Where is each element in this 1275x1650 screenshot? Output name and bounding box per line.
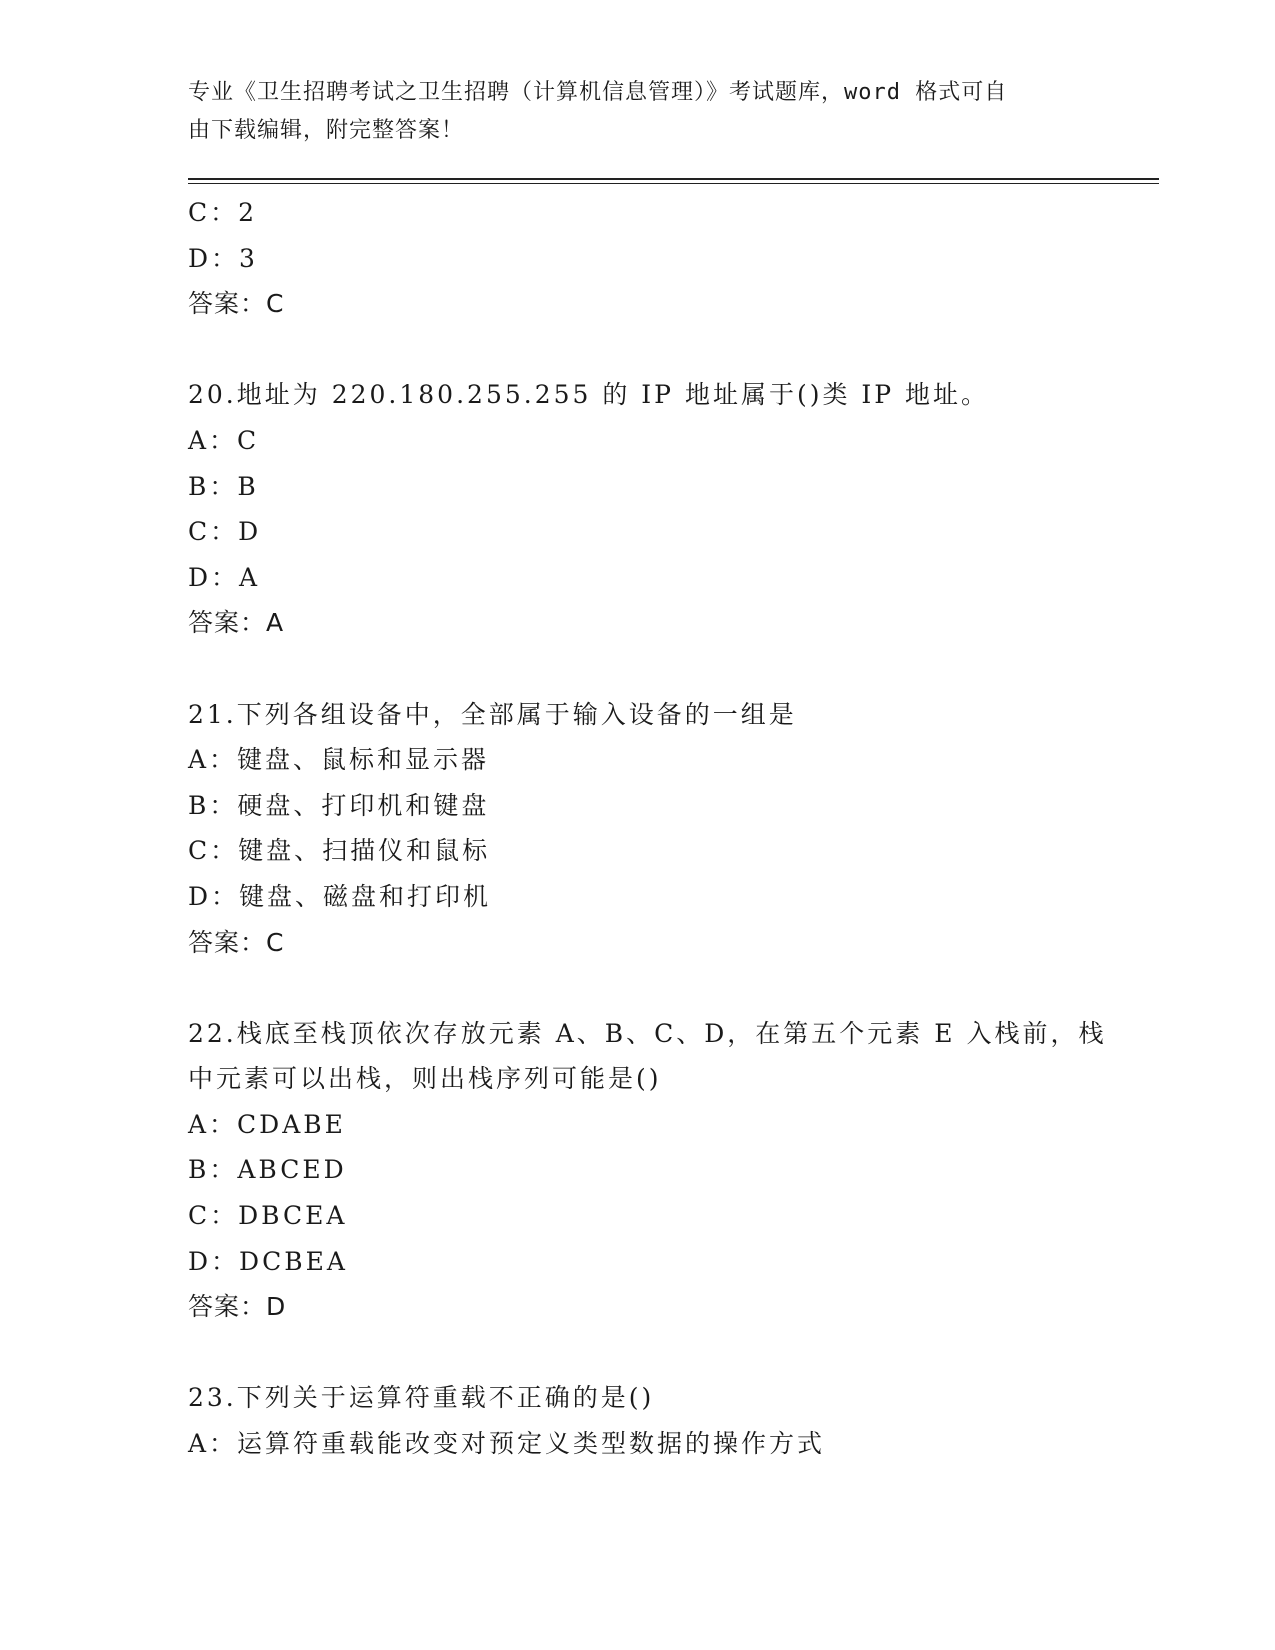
answer-line: 答案：C (188, 927, 285, 957)
option-a: A：C (188, 425, 260, 455)
option-d: D：A (188, 562, 261, 592)
answer-line: 答案：A (188, 608, 285, 638)
option-b: B：B (188, 471, 259, 501)
option-b: B：ABCED (188, 1155, 347, 1185)
question-stem-line-2: 中元素可以出栈，则出栈序列可能是() (188, 1064, 662, 1094)
option-a: A：运算符重载能改变对预定义类型数据的操作方式 (188, 1429, 826, 1459)
option-a: A：键盘、鼠标和显示器 (188, 745, 490, 775)
question-21 (188, 692, 1128, 966)
question-stem: 20.地址为 220.180.255.255 的 IP 地址属于()类 IP 地址。 (188, 380, 990, 410)
spacer (188, 1330, 1128, 1376)
option-a: A：CDABE (188, 1109, 346, 1139)
answer-line: 答案：C (188, 289, 285, 319)
question-list (188, 190, 1128, 1467)
question-19-tail (188, 190, 1128, 327)
option-d: D：3 (188, 243, 258, 273)
spacer (188, 965, 1128, 1011)
question-stem: 23.下列关于运算符重载不正确的是() (188, 1383, 655, 1413)
option-c: C：DBCEA (188, 1201, 348, 1231)
option-b: B：硬盘、打印机和键盘 (188, 790, 490, 820)
document-header (188, 74, 1088, 150)
option-c: C：D (188, 517, 262, 547)
spacer (188, 327, 1128, 373)
header-rule-thin (188, 183, 1159, 184)
option-c: C：2 (188, 198, 258, 227)
question-stem: 21.下列各组设备中，全部属于输入设备的一组是 (188, 699, 797, 729)
question-23 (188, 1375, 1128, 1466)
question-22 (188, 1011, 1128, 1330)
answer-line: 答案：D (188, 1292, 287, 1322)
header-line-2: 由下载编辑，附完整答案！ (188, 118, 465, 143)
option-c: C：键盘、扫描仪和鼠标 (188, 836, 491, 866)
spacer (188, 646, 1128, 692)
header-rule-thick (188, 178, 1159, 180)
option-d: D：键盘、磁盘和打印机 (188, 881, 492, 911)
question-stem-line-1: 22.栈底至栈顶依次存放元素 A、B、C、D，在第五个元素 E 入栈前，栈 (188, 1018, 1107, 1048)
option-d: D：DCBEA (188, 1246, 348, 1276)
question-20 (188, 372, 1128, 646)
header-line-1: 专业《卫生招聘考试之卫生招聘（计算机信息管理）》考试题库，word 格式可自 (188, 80, 1008, 105)
